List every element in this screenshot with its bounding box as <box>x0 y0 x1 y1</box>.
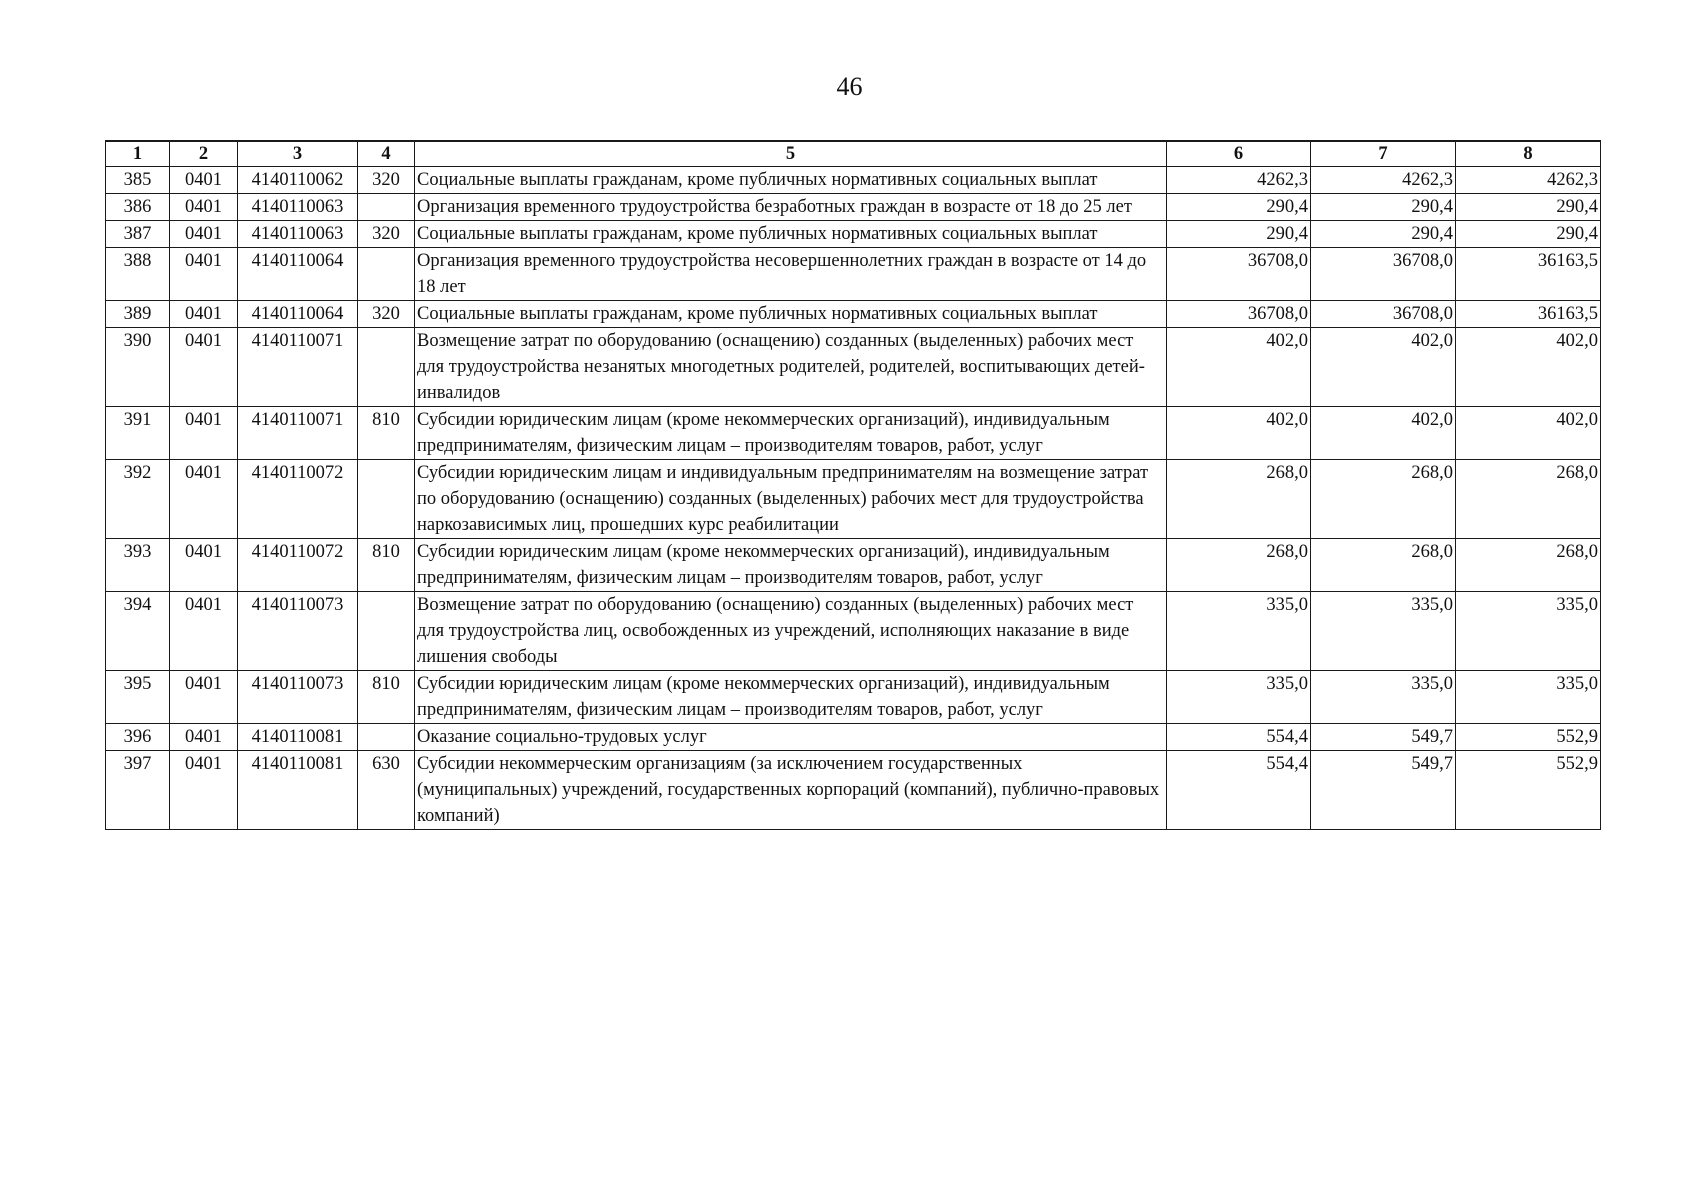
table-row <box>106 539 1601 592</box>
value-col-6: 4262,3 <box>1167 167 1311 194</box>
table-row <box>106 751 1601 830</box>
value-col-6: 554,4 <box>1167 751 1311 830</box>
row-number: 385 <box>106 167 170 194</box>
item-name: Возмещение затрат по оборудованию (оснащению) созданных (выделенных) рабочих мест для трудоустройства незанятых многодетных родителей, родителей, воспитывающих детей-инвалидов <box>415 328 1167 407</box>
section-code: 0401 <box>170 407 238 460</box>
page-number: 46 <box>836 72 863 101</box>
section-code: 0401 <box>170 671 238 724</box>
value-col-8: 4262,3 <box>1456 167 1601 194</box>
section-code: 0401 <box>170 167 238 194</box>
table-row <box>106 167 1601 194</box>
table-row <box>106 248 1601 301</box>
header-col-8: 8 <box>1456 141 1601 167</box>
row-number: 396 <box>106 724 170 751</box>
value-col-8: 290,4 <box>1456 221 1601 248</box>
item-name: Субсидии юридическим лицам (кроме некоммерческих организаций), индивидуальным предпринимателям, физическим лицам – производителям товаров, работ, услуг <box>415 407 1167 460</box>
target-article-code: 4140110073 <box>238 592 358 671</box>
row-number: 394 <box>106 592 170 671</box>
value-col-7: 549,7 <box>1311 724 1456 751</box>
expense-type-code: 320 <box>358 301 415 328</box>
target-article-code: 4140110062 <box>238 167 358 194</box>
value-col-8: 36163,5 <box>1456 301 1601 328</box>
value-col-7: 36708,0 <box>1311 248 1456 301</box>
header-col-2: 2 <box>170 141 238 167</box>
value-col-7: 335,0 <box>1311 671 1456 724</box>
section-code: 0401 <box>170 248 238 301</box>
value-col-8: 402,0 <box>1456 328 1601 407</box>
table-row <box>106 301 1601 328</box>
expense-type-code <box>358 592 415 671</box>
value-col-8: 268,0 <box>1456 539 1601 592</box>
expense-type-code <box>358 194 415 221</box>
value-col-7: 290,4 <box>1311 221 1456 248</box>
item-name: Субсидии юридическим лицам и индивидуальным предпринимателям на возмещение затрат по оборудованию (оснащению) созданных (выделенных) рабочих мест для трудоустройства наркозависимых лиц, прошедших курс реабилитации <box>415 460 1167 539</box>
value-col-6: 36708,0 <box>1167 248 1311 301</box>
expense-type-code: 630 <box>358 751 415 830</box>
value-col-6: 335,0 <box>1167 592 1311 671</box>
value-col-6: 290,4 <box>1167 194 1311 221</box>
target-article-code: 4140110081 <box>238 751 358 830</box>
row-number: 397 <box>106 751 170 830</box>
target-article-code: 4140110073 <box>238 671 358 724</box>
header-col-3: 3 <box>238 141 358 167</box>
value-col-8: 552,9 <box>1456 724 1601 751</box>
table-row <box>106 671 1601 724</box>
section-code: 0401 <box>170 539 238 592</box>
row-number: 386 <box>106 194 170 221</box>
value-col-6: 268,0 <box>1167 460 1311 539</box>
target-article-code: 4140110072 <box>238 539 358 592</box>
budget-table <box>105 140 1601 830</box>
value-col-8: 402,0 <box>1456 407 1601 460</box>
value-col-6: 268,0 <box>1167 539 1311 592</box>
value-col-8: 335,0 <box>1456 671 1601 724</box>
item-name: Социальные выплаты гражданам, кроме публичных нормативных социальных выплат <box>415 167 1167 194</box>
table-row <box>106 328 1601 407</box>
expense-type-code <box>358 460 415 539</box>
expense-type-code: 810 <box>358 407 415 460</box>
target-article-code: 4140110071 <box>238 407 358 460</box>
row-number: 389 <box>106 301 170 328</box>
value-col-6: 36708,0 <box>1167 301 1311 328</box>
section-code: 0401 <box>170 751 238 830</box>
table-row <box>106 724 1601 751</box>
expense-type-code: 320 <box>358 167 415 194</box>
value-col-6: 402,0 <box>1167 328 1311 407</box>
value-col-6: 554,4 <box>1167 724 1311 751</box>
header-col-6: 6 <box>1167 141 1311 167</box>
value-col-8: 36163,5 <box>1456 248 1601 301</box>
item-name: Организация временного трудоустройства несовершеннолетних граждан в возрасте от 14 до 18 лет <box>415 248 1167 301</box>
row-number: 393 <box>106 539 170 592</box>
target-article-code: 4140110064 <box>238 301 358 328</box>
section-code: 0401 <box>170 328 238 407</box>
item-name: Субсидии юридическим лицам (кроме некоммерческих организаций), индивидуальным предпринимателям, физическим лицам – производителям товаров, работ, услуг <box>415 671 1167 724</box>
value-col-7: 268,0 <box>1311 460 1456 539</box>
item-name: Социальные выплаты гражданам, кроме публичных нормативных социальных выплат <box>415 301 1167 328</box>
table-row <box>106 460 1601 539</box>
value-col-6: 335,0 <box>1167 671 1311 724</box>
section-code: 0401 <box>170 460 238 539</box>
value-col-8: 290,4 <box>1456 194 1601 221</box>
target-article-code: 4140110063 <box>238 194 358 221</box>
value-col-8: 268,0 <box>1456 460 1601 539</box>
item-name: Возмещение затрат по оборудованию (оснащению) созданных (выделенных) рабочих мест для трудоустройства лиц, освобожденных из учреждений, исполняющих наказание в виде лишения свободы <box>415 592 1167 671</box>
value-col-7: 4262,3 <box>1311 167 1456 194</box>
row-number: 395 <box>106 671 170 724</box>
table-row <box>106 194 1601 221</box>
expense-type-code: 810 <box>358 671 415 724</box>
target-article-code: 4140110081 <box>238 724 358 751</box>
table-row <box>106 407 1601 460</box>
table-row <box>106 221 1601 248</box>
value-col-7: 335,0 <box>1311 592 1456 671</box>
header-col-4: 4 <box>358 141 415 167</box>
item-name: Субсидии юридическим лицам (кроме некоммерческих организаций), индивидуальным предпринимателям, физическим лицам – производителям товаров, работ, услуг <box>415 539 1167 592</box>
header-col-1: 1 <box>106 141 170 167</box>
value-col-8: 335,0 <box>1456 592 1601 671</box>
value-col-7: 36708,0 <box>1311 301 1456 328</box>
value-col-7: 402,0 <box>1311 328 1456 407</box>
value-col-6: 402,0 <box>1167 407 1311 460</box>
target-article-code: 4140110072 <box>238 460 358 539</box>
section-code: 0401 <box>170 592 238 671</box>
target-article-code: 4140110064 <box>238 248 358 301</box>
row-number: 390 <box>106 328 170 407</box>
header-col-5: 5 <box>415 141 1167 167</box>
expense-type-code <box>358 724 415 751</box>
value-col-7: 549,7 <box>1311 751 1456 830</box>
row-number: 391 <box>106 407 170 460</box>
section-code: 0401 <box>170 724 238 751</box>
value-col-7: 402,0 <box>1311 407 1456 460</box>
target-article-code: 4140110063 <box>238 221 358 248</box>
expense-type-code <box>358 328 415 407</box>
expense-type-code: 320 <box>358 221 415 248</box>
section-code: 0401 <box>170 301 238 328</box>
expense-type-code: 810 <box>358 539 415 592</box>
table-row <box>106 592 1601 671</box>
item-name: Субсидии некоммерческим организациям (за исключением государственных (муниципальных) учреждений, государственных корпораций (компаний), публично-правовых компаний) <box>415 751 1167 830</box>
item-name: Социальные выплаты гражданам, кроме публичных нормативных социальных выплат <box>415 221 1167 248</box>
item-name: Организация временного трудоустройства безработных граждан в возрасте от 18 до 25 лет <box>415 194 1167 221</box>
value-col-7: 268,0 <box>1311 539 1456 592</box>
header-row <box>106 141 1601 167</box>
target-article-code: 4140110071 <box>238 328 358 407</box>
value-col-8: 552,9 <box>1456 751 1601 830</box>
header-col-7: 7 <box>1311 141 1456 167</box>
section-code: 0401 <box>170 221 238 248</box>
section-code: 0401 <box>170 194 238 221</box>
row-number: 392 <box>106 460 170 539</box>
value-col-6: 290,4 <box>1167 221 1311 248</box>
expense-type-code <box>358 248 415 301</box>
row-number: 387 <box>106 221 170 248</box>
item-name: Оказание социально-трудовых услуг <box>415 724 1167 751</box>
value-col-7: 290,4 <box>1311 194 1456 221</box>
row-number: 388 <box>106 248 170 301</box>
